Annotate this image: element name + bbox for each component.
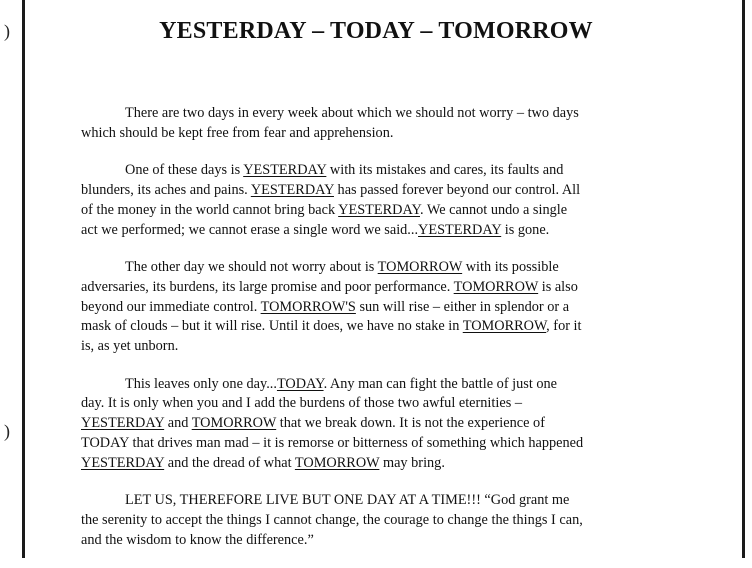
text-run: is gone.	[501, 221, 550, 238]
text-run: and the dread of what	[164, 454, 295, 471]
text-line	[81, 414, 701, 434]
paragraph	[81, 491, 701, 550]
underlined-text: YESTERDAY	[418, 221, 502, 238]
scan-border-left	[22, 0, 25, 558]
text-run: that we break down. It is not the experience of	[276, 415, 545, 432]
text-line	[81, 104, 701, 124]
text-line	[81, 258, 701, 278]
underlined-text: TODAY	[276, 375, 324, 392]
text-line	[81, 201, 701, 221]
underlined-text: YESTERDAY	[81, 454, 165, 471]
text-line	[81, 531, 701, 551]
document-title: YESTERDAY – TODAY – TOMORROW	[159, 18, 593, 44]
text-run: and the wisdom to know the difference.”	[81, 531, 314, 548]
text-run: There are two days in every week about which we should not worry – two days	[125, 105, 579, 121]
text-run: sun will rise – either in splendor or a	[355, 298, 570, 315]
text-run: with its mistakes and cares, its faults and	[326, 162, 564, 179]
text-line	[81, 511, 701, 531]
paragraph	[81, 375, 701, 474]
underlined-text: YESTERDAY	[81, 415, 165, 432]
text-run: act we performed; we cannot erase a single word we said...	[81, 221, 419, 238]
scan-border-right	[742, 0, 745, 558]
text-line	[81, 434, 701, 454]
underlined-text: YESTERDAY	[243, 162, 327, 179]
text-line	[81, 454, 701, 474]
text-line	[81, 317, 701, 337]
text-run: The other day we should not worry about is	[125, 259, 378, 276]
text-run: LET US, THEREFORE LIVE BUT ONE DAY AT A TIME!!! “God grant me	[125, 492, 570, 509]
text-line	[81, 491, 701, 511]
text-line	[81, 375, 701, 395]
punch-hole-mark-bottom: )	[4, 421, 10, 441]
text-line	[81, 394, 701, 414]
text-line	[81, 337, 701, 357]
underlined-text: TOMORROW'S	[260, 298, 356, 315]
underlined-text: TOMORROW	[377, 259, 463, 276]
underlined-text: YESTERDAY	[250, 182, 334, 199]
text-run: TODAY that drives man mad – it is remorse or bitterness of something which happened	[81, 434, 584, 451]
underlined-text: YESTERDAY	[338, 201, 420, 218]
punch-hole-mark-top: )	[4, 21, 10, 41]
text-run: , for it	[546, 318, 582, 335]
text-run: has passed forever beyond our control. All	[333, 182, 581, 199]
paragraph	[81, 258, 701, 357]
text-run: the serenity to accept the things I cannot change, the courage to change the things I can,	[81, 511, 583, 528]
text-line	[81, 181, 701, 201]
text-run: adversaries, its burdens, its large promise and poor performance.	[81, 278, 454, 295]
document-body	[81, 104, 701, 568]
text-run: One of these days is	[125, 162, 244, 179]
text-line	[81, 161, 701, 181]
text-run: and	[164, 415, 192, 432]
text-run: mask of clouds – but it will rise. Until it does, we have no stake in	[81, 318, 463, 335]
text-run: beyond our immediate control.	[81, 298, 261, 315]
underlined-text: TOMORROW	[191, 415, 277, 432]
text-line	[81, 298, 701, 318]
text-run: is, as yet unborn.	[81, 338, 179, 355]
text-run: blunders, its aches and pains.	[81, 182, 251, 199]
text-line	[81, 278, 701, 298]
text-run: . Any man can fight the battle of just one	[323, 375, 558, 392]
text-line	[81, 221, 701, 241]
underlined-text: TOMORROW	[453, 278, 539, 295]
paragraph	[81, 161, 701, 240]
text-run: may bring.	[379, 454, 445, 471]
text-run: is also	[538, 278, 578, 295]
text-run: day. It is only when you and I add the burdens of those two awful eternities –	[81, 395, 522, 412]
text-run: . We cannot undo a single	[420, 201, 568, 218]
text-run: which should be kept free from fear and apprehension.	[81, 124, 394, 141]
text-line	[81, 124, 701, 144]
underlined-text: TOMORROW	[462, 318, 547, 335]
text-run: of the money in the world cannot bring back	[81, 201, 339, 218]
paragraph	[81, 104, 701, 143]
underlined-text: TOMORROW	[294, 454, 380, 471]
text-run: This leaves only one day...	[125, 375, 277, 392]
text-run: with its possible	[462, 259, 559, 276]
